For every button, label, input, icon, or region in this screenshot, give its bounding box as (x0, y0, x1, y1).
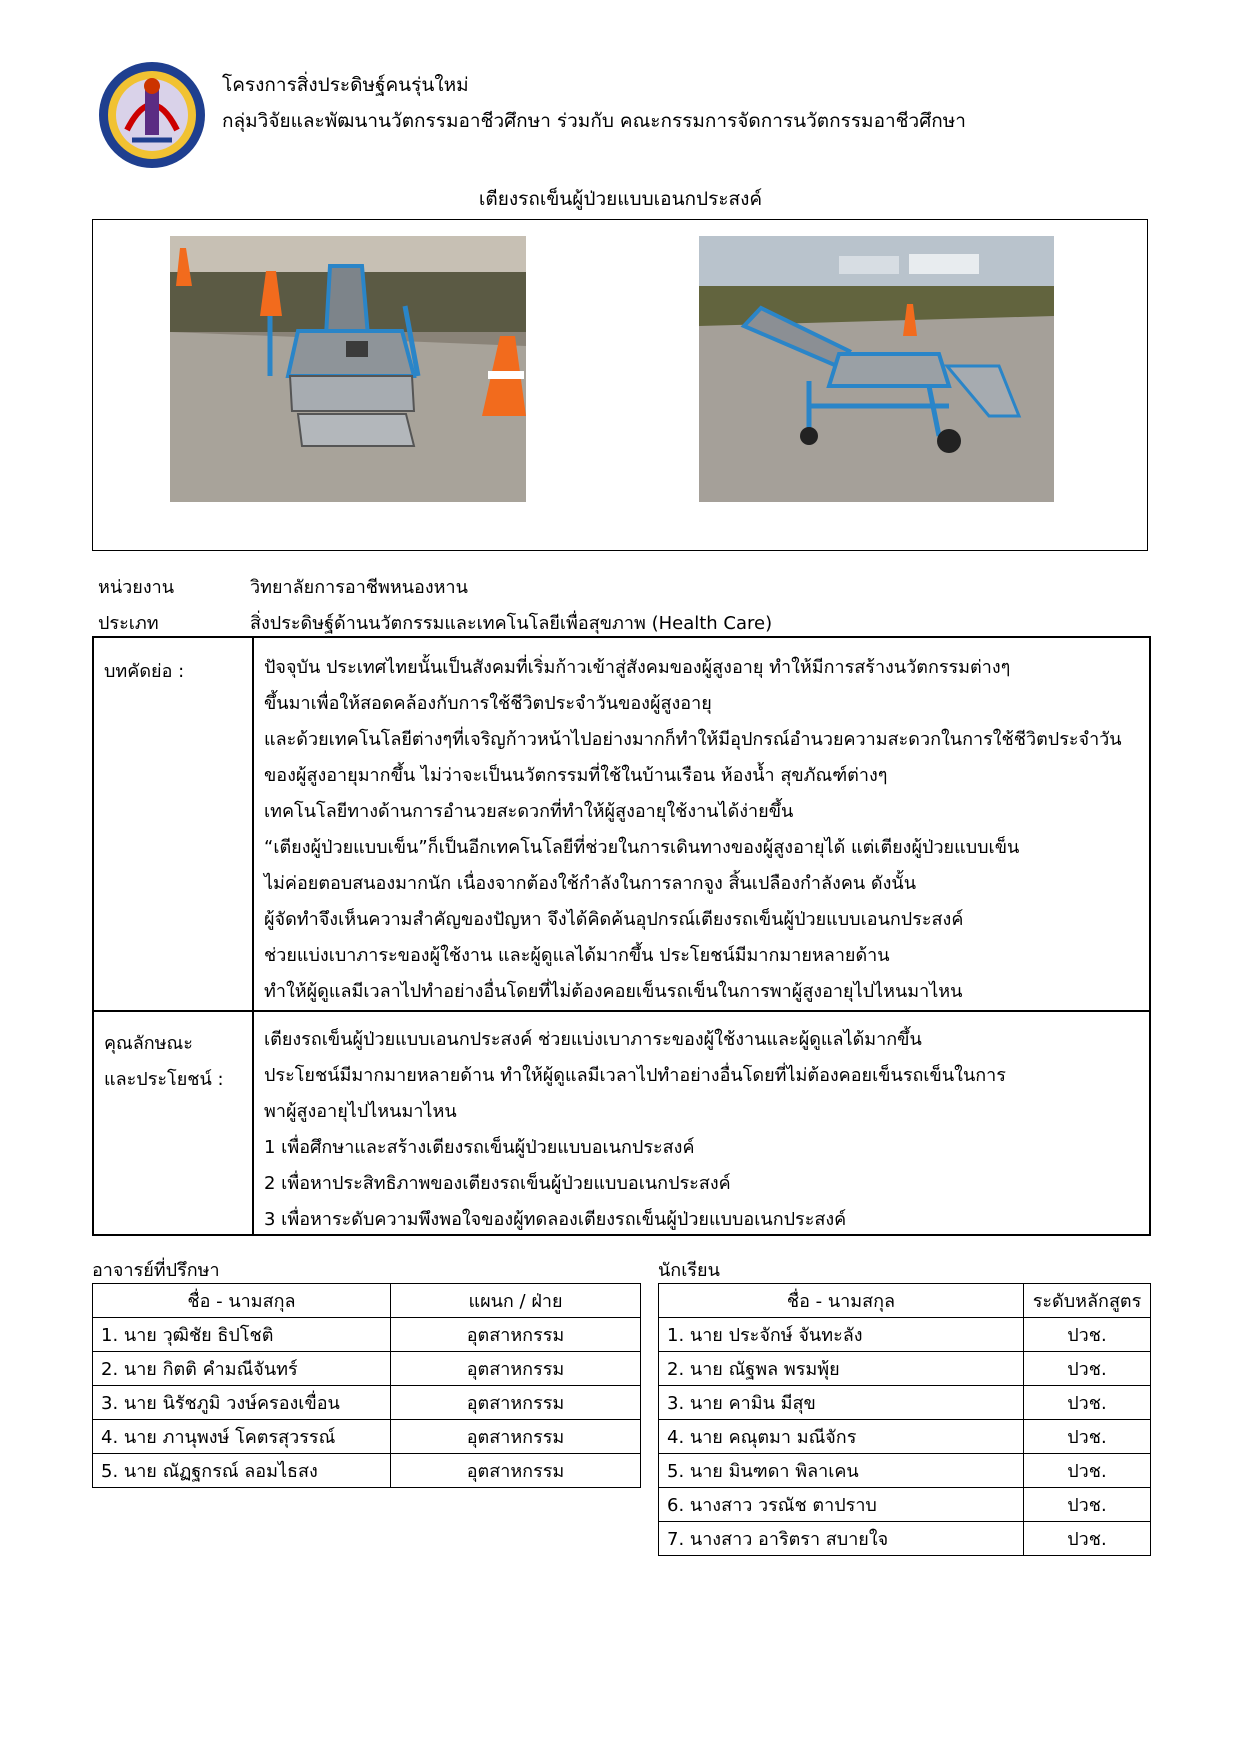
header-line-1: โครงการสิ่งประดิษฐ์คนรุ่นใหม่ (222, 74, 469, 96)
vocational-innovation-logo-icon (97, 60, 207, 170)
table-row (659, 1318, 1151, 1352)
student-name: 5. นาย มินฑดา พิลาเคน (659, 1454, 1024, 1488)
features-line: ประโยชน์มีมากมายหลายด้าน ทำให้ผู้ดูแลมีเวลาไปทำอย่างอื่นโดยที่ไม่ต้องคอยเข็นรถเข็นในการ (264, 1065, 1006, 1086)
header-line-2: กลุ่มวิจัยและพัฒนานวัตกรรมอาชีวศึกษา ร่วมกับ คณะกรรมการจัดการนวัตกรรมอาชีวศึกษา (222, 110, 966, 132)
unit-label: หน่วยงาน (98, 577, 175, 598)
features-line: 1 เพื่อศึกษาและสร้างเตียงรถเข็นผู้ป่วยแบบอเนกประสงค์ (264, 1137, 695, 1158)
student-name: 3. นาย คามิน มีสุข (659, 1386, 1024, 1420)
table-row (659, 1386, 1151, 1420)
table-row (93, 1386, 641, 1420)
advisor-name: 5. นาย ณัฏฐกรณ์ ลอมไธสง (93, 1454, 391, 1488)
features-line: 2 เพื่อหาประสิทธิภาพของเตียงรถเข็นผู้ป่วยแบบอเนกประสงค์ (264, 1173, 731, 1194)
abstract-line: ขึ้นมาเพื่อให้สอดคล้องกับการใช้ชีวิตประจำวันของผู้สูงอายุ (264, 693, 712, 714)
type-label: ประเภท (98, 613, 159, 634)
students-heading: นักเรียน (658, 1260, 720, 1281)
student-level: ปวช. (1024, 1454, 1151, 1488)
features-line: เตียงรถเข็นผู้ป่วยแบบเอนกประสงค์ ช่วยแบ่งเบาภาระของผู้ใช้งานและผู้ดูแลได้มากขึ้น (264, 1029, 922, 1050)
table-row (93, 1454, 641, 1488)
advisors-table (92, 1283, 641, 1488)
row-divider (94, 1010, 1149, 1012)
table-row (659, 1488, 1151, 1522)
advisor-name: 1. นาย วุฒิชัย ธิปโชติ (93, 1318, 391, 1352)
advisors-col-dept: แผนก / ฝ่าย (391, 1284, 641, 1318)
students-table (658, 1283, 1151, 1556)
abstract-line: ทำให้ผู้ดูแลมีเวลาไปทำอย่างอื่นโดยที่ไม่ต้องคอยเข็นรถเข็นในการพาผู้สูงอายุไปไหนมาไหน (264, 981, 963, 1002)
type-value: สิ่งประดิษฐ์ด้านนวัตกรรมและเทคโนโลยีเพื่อสุขภาพ (Health Care) (250, 613, 773, 634)
students-col-level: ระดับหลักสูตร (1024, 1284, 1151, 1318)
table-row (93, 1318, 641, 1352)
advisor-name: 3. นาย นิรัชภูมิ วงษ์ครองเขื่อน (93, 1386, 391, 1420)
advisor-dept: อุตสาหกรรม (391, 1420, 641, 1454)
table-row (93, 1352, 641, 1386)
student-level: ปวช. (1024, 1352, 1151, 1386)
features-label-line2: และประโยชน์ : (104, 1069, 224, 1090)
student-level: ปวช. (1024, 1420, 1151, 1454)
student-level: ปวช. (1024, 1488, 1151, 1522)
advisor-dept: อุตสาหกรรม (391, 1454, 641, 1488)
student-name: 7. นางสาว อาริตรา สบายใจ (659, 1522, 1024, 1556)
description-box (92, 636, 1151, 1236)
student-level: ปวช. (1024, 1318, 1151, 1352)
student-name: 1. นาย ประจักษ์ จันทะลัง (659, 1318, 1024, 1352)
features-line: พาผู้สูงอายุไปไหนมาไหน (264, 1101, 457, 1122)
page-title: เตียงรถเข็นผู้ป่วยแบบเอนกประสงค์ (478, 188, 763, 210)
table-row (93, 1420, 641, 1454)
features-label-line1: คุณลักษณะ (104, 1033, 193, 1054)
column-divider (252, 638, 254, 1234)
abstract-line: เทคโนโลยีทางด้านการอำนวยสะดวกที่ทำให้ผู้สูงอายุใช้งานได้ง่ายขึ้น (264, 801, 794, 822)
table-row (659, 1454, 1151, 1488)
abstract-line: ปัจจุบัน ประเทศไทยนั้นเป็นสังคมที่เริ่มก้าวเข้าสู่สังคมของผู้สูงอายุ ทำให้มีการสร้างนวัตกรรมต่างๆ (264, 657, 1011, 678)
advisor-name: 4. นาย ภานุพงษ์ โคตรสุวรรณ์ (93, 1420, 391, 1454)
advisor-dept: อุตสาหกรรม (391, 1318, 641, 1352)
student-name: 2. นาย ณัฐพล พรมพุ้ย (659, 1352, 1024, 1386)
advisor-dept: อุตสาหกรรม (391, 1352, 641, 1386)
advisors-heading: อาจารย์ที่ปรึกษา (92, 1260, 220, 1281)
stretcher-photo-side (699, 236, 1054, 502)
student-name: 6. นางสาว วรณัช ตาปราบ (659, 1488, 1024, 1522)
table-row (659, 1522, 1151, 1556)
student-name: 4. นาย คณุตมา มณีจักร (659, 1420, 1024, 1454)
features-line: 3 เพื่อหาระดับความพึงพอใจของผู้ทดลองเตียงรถเข็นผู้ป่วยแบบอเนกประสงค์ (264, 1209, 847, 1230)
abstract-line: และด้วยเทคโนโลยีต่างๆที่เจริญก้าวหน้าไปอย่างมากก็ทำให้มีอุปกรณ์อำนวยความสะดวกในการใช้ชีวิตประจำวัน (264, 729, 1122, 750)
table-row (659, 1420, 1151, 1454)
abstract-label: บทคัดย่อ : (104, 661, 185, 682)
stretcher-photo-front (170, 236, 526, 502)
student-level: ปวช. (1024, 1522, 1151, 1556)
student-level: ปวช. (1024, 1386, 1151, 1420)
advisors-col-name: ชื่อ - นามสกุล (93, 1284, 391, 1318)
abstract-line: “เตียงผู้ป่วยแบบเข็น”ก็เป็นอีกเทคโนโลยีที่ช่วยในการเดินทางของผู้สูงอายุได้ แต่เตียงผู้ป่วยแบบเข็น (264, 837, 1020, 858)
table-row (659, 1352, 1151, 1386)
unit-value: วิทยาลัยการอาชีพหนองหาน (250, 577, 468, 598)
abstract-line: ช่วยแบ่งเบาภาระของผู้ใช้งาน และผู้ดูแลได้มากขึ้น ประโยชน์มีมากมายหลายด้าน (264, 945, 890, 966)
students-col-name: ชื่อ - นามสกุล (659, 1284, 1024, 1318)
abstract-line: ผู้จัดทำจึงเห็นความสำคัญของปัญหา จึงได้คิดค้นอุปกรณ์เตียงรถเข็นผู้ป่วยแบบเอนกประสงค์ (264, 909, 964, 930)
advisor-dept: อุตสาหกรรม (391, 1386, 641, 1420)
advisor-name: 2. นาย กิตติ คำมณีจันทร์ (93, 1352, 391, 1386)
abstract-line: ของผู้สูงอายุมากขึ้น ไม่ว่าจะเป็นนวัตกรรมที่ใช้ในบ้านเรือน ห้องน้ำ สุขภัณฑ์ต่างๆ (264, 765, 888, 786)
abstract-line: ไม่ค่อยตอบสนองมากนัก เนื่องจากต้องใช้กำลังในการลากจูง สิ้นเปลืองกำลังคน ดังนั้น (264, 873, 916, 894)
